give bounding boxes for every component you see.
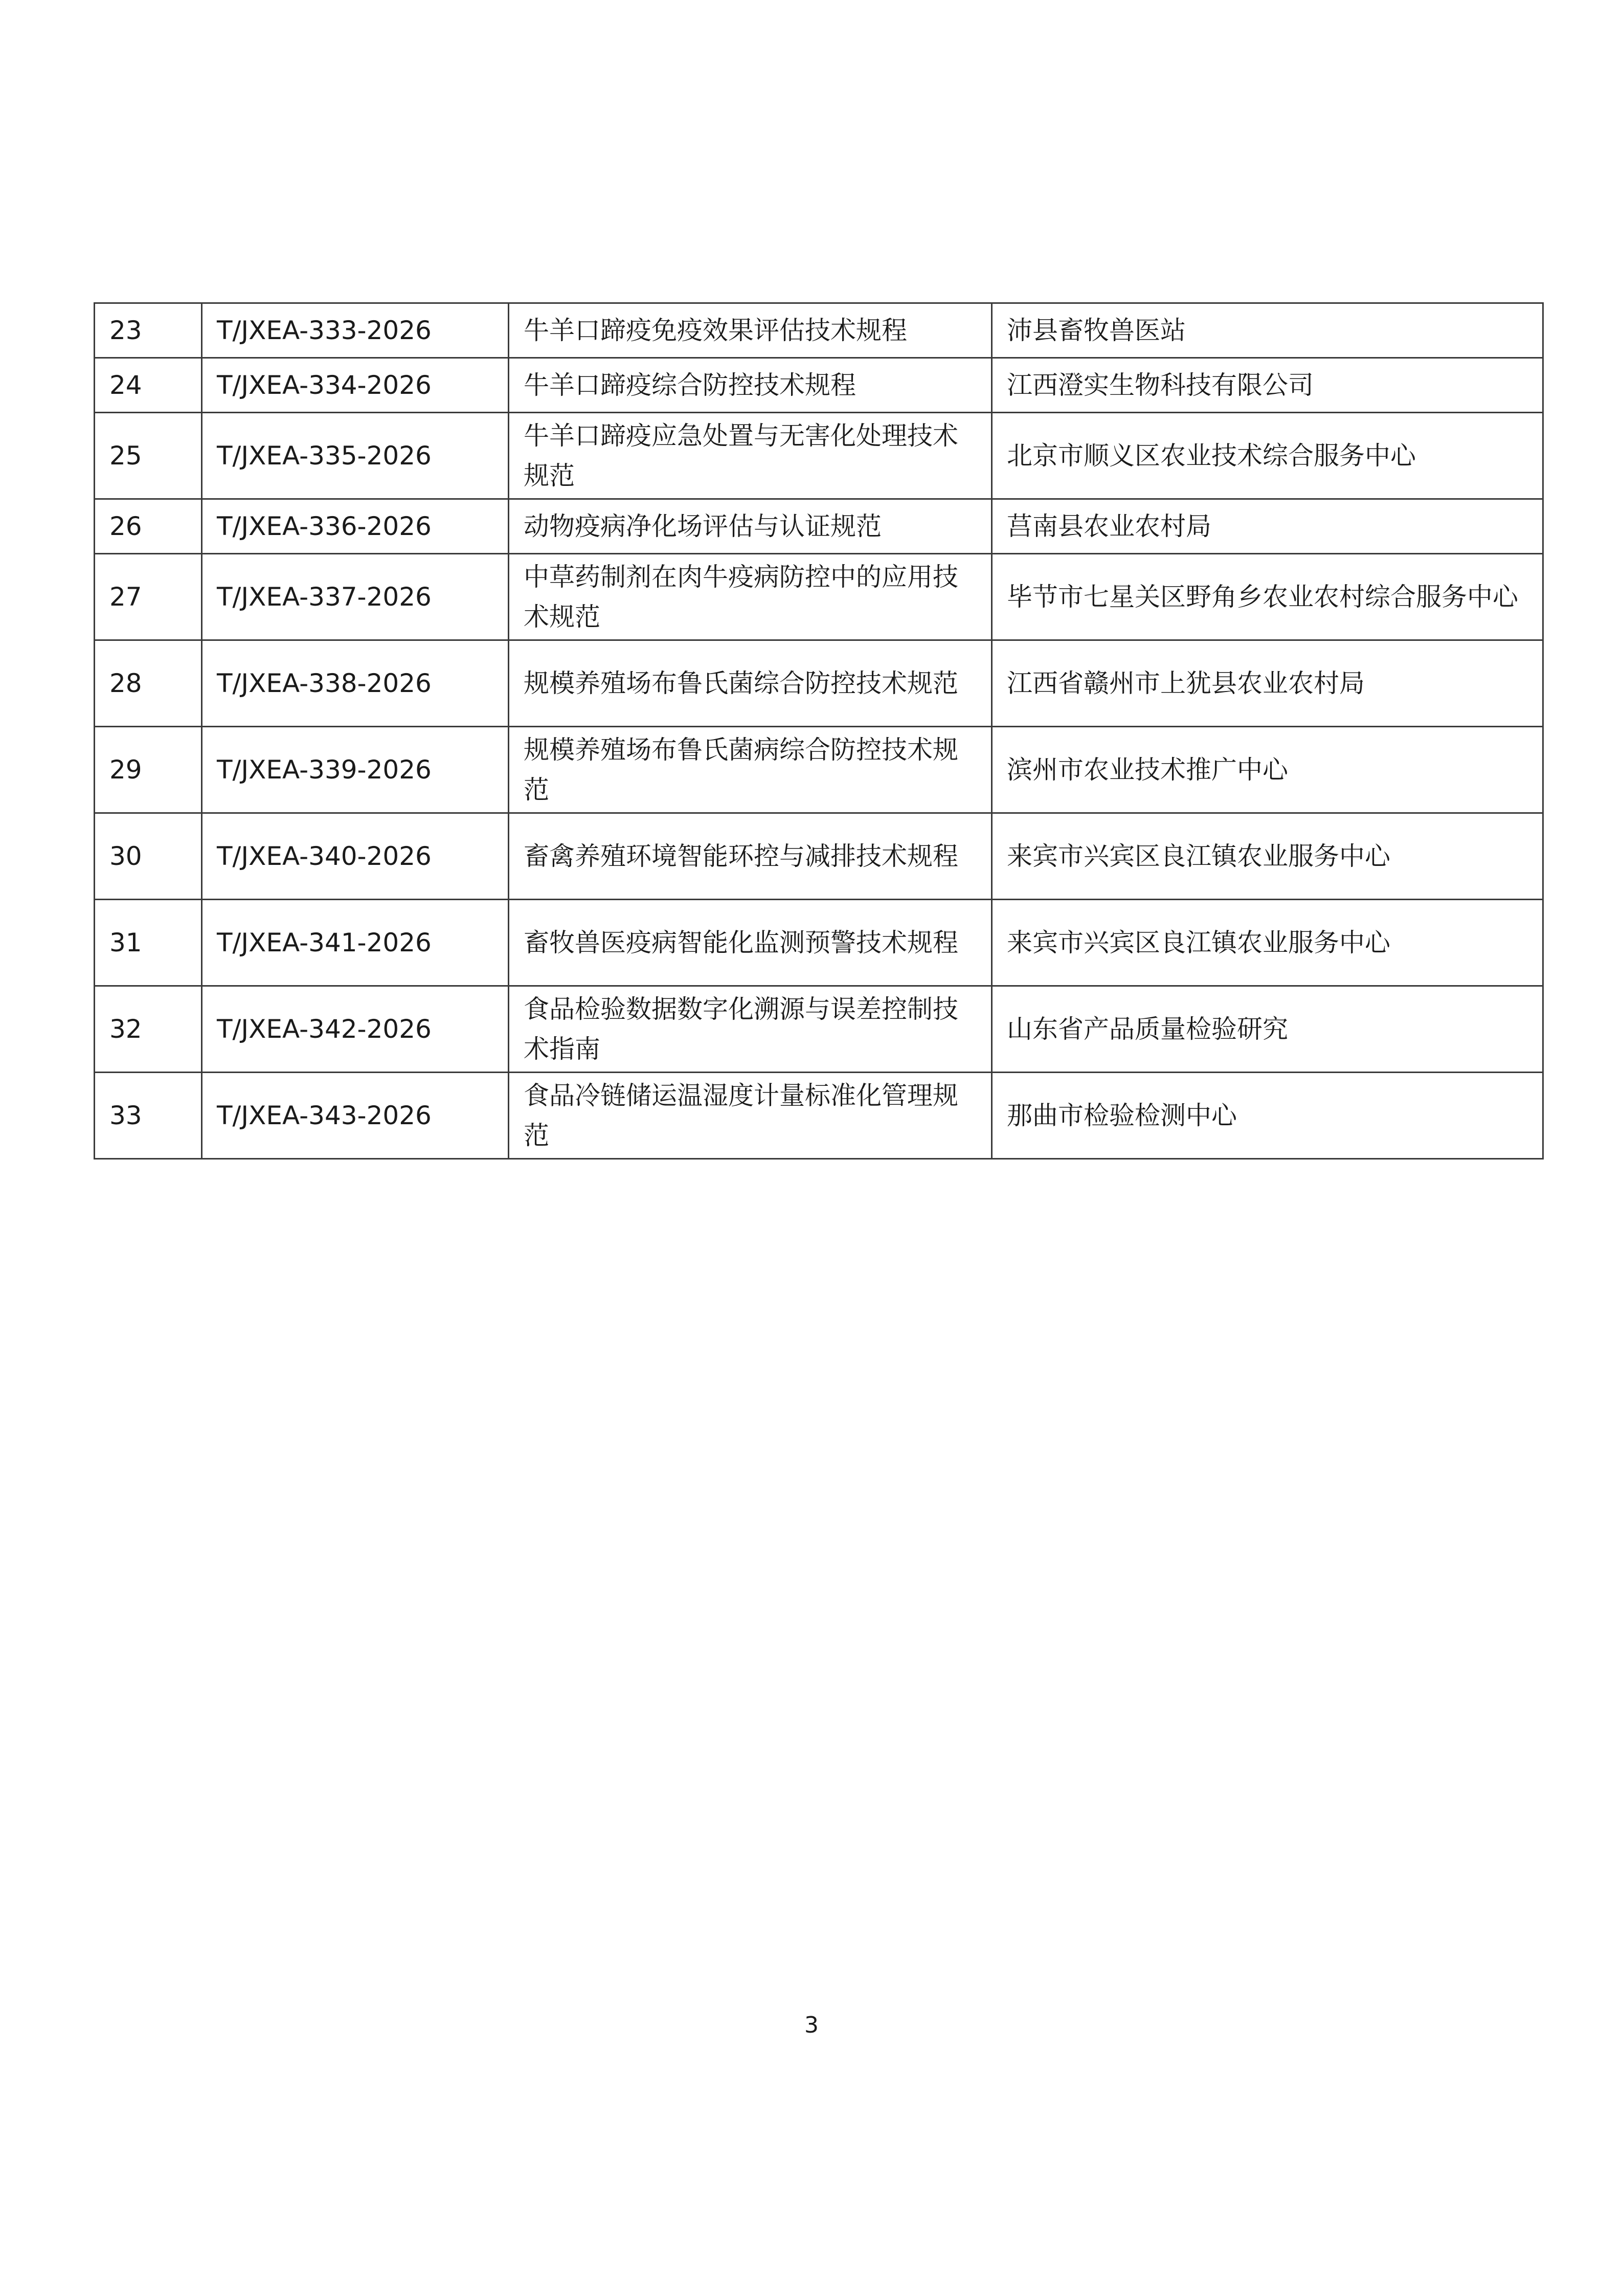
- standard-code: T/JXEA-337-2026: [202, 554, 509, 640]
- table-row: [95, 640, 1543, 727]
- table-row: [95, 900, 1543, 986]
- standard-title: 牛羊口蹄疫免疫效果评估技术规程: [509, 303, 992, 358]
- table-row: [95, 554, 1543, 640]
- standard-title: 畜禽养殖环境智能环控与减排技术规程: [509, 813, 992, 900]
- standard-code: T/JXEA-339-2026: [202, 727, 509, 813]
- standards-table-body: [95, 303, 1543, 1159]
- standard-code: T/JXEA-336-2026: [202, 499, 509, 554]
- table-row: [95, 499, 1543, 554]
- standard-title: 规模养殖场布鲁氏菌综合防控技术规范: [509, 640, 992, 727]
- drafting-unit: 来宾市兴宾区良江镇农业服务中心: [992, 900, 1543, 986]
- row-number: 27: [95, 554, 202, 640]
- drafting-unit: 江西澄实生物科技有限公司: [992, 358, 1543, 413]
- drafting-unit: 沛县畜牧兽医站: [992, 303, 1543, 358]
- table-row: [95, 413, 1543, 499]
- standard-code: T/JXEA-340-2026: [202, 813, 509, 900]
- page-number: 3: [804, 2012, 819, 2038]
- table-row: [95, 1073, 1543, 1159]
- standard-code: T/JXEA-335-2026: [202, 413, 509, 499]
- row-number: 26: [95, 499, 202, 554]
- row-number: 25: [95, 413, 202, 499]
- standard-code: T/JXEA-338-2026: [202, 640, 509, 727]
- standard-title: 食品冷链储运温湿度计量标准化管理规范: [509, 1073, 992, 1159]
- drafting-unit: 江西省赣州市上犹县农业农村局: [992, 640, 1543, 727]
- table-row: [95, 986, 1543, 1073]
- row-number: 24: [95, 358, 202, 413]
- drafting-unit: 山东省产品质量检验研究: [992, 986, 1543, 1073]
- row-number: 23: [95, 303, 202, 358]
- standard-code: T/JXEA-341-2026: [202, 900, 509, 986]
- standard-code: T/JXEA-343-2026: [202, 1073, 509, 1159]
- standard-title: 牛羊口蹄疫应急处置与无害化处理技术规范: [509, 413, 992, 499]
- standard-title: 中草药制剂在肉牛疫病防控中的应用技术规范: [509, 554, 992, 640]
- row-number: 30: [95, 813, 202, 900]
- drafting-unit: 毕节市七星关区野角乡农业农村综合服务中心: [992, 554, 1543, 640]
- row-number: 33: [95, 1073, 202, 1159]
- drafting-unit: 北京市顺义区农业技术综合服务中心: [992, 413, 1543, 499]
- table-row: [95, 727, 1543, 813]
- standard-code: T/JXEA-342-2026: [202, 986, 509, 1073]
- standard-code: T/JXEA-333-2026: [202, 303, 509, 358]
- standard-title: 食品检验数据数字化溯源与误差控制技术指南: [509, 986, 992, 1073]
- drafting-unit: 莒南县农业农村局: [992, 499, 1543, 554]
- standards-table: [94, 302, 1544, 1160]
- row-number: 31: [95, 900, 202, 986]
- standard-code: T/JXEA-334-2026: [202, 358, 509, 413]
- drafting-unit: 那曲市检验检测中心: [992, 1073, 1543, 1159]
- row-number: 32: [95, 986, 202, 1073]
- drafting-unit: 来宾市兴宾区良江镇农业服务中心: [992, 813, 1543, 900]
- drafting-unit: 滨州市农业技术推广中心: [992, 727, 1543, 813]
- standard-title: 规模养殖场布鲁氏菌病综合防控技术规范: [509, 727, 992, 813]
- table-row: [95, 303, 1543, 358]
- standard-title: 牛羊口蹄疫综合防控技术规程: [509, 358, 992, 413]
- row-number: 28: [95, 640, 202, 727]
- standard-title: 畜牧兽医疫病智能化监测预警技术规程: [509, 900, 992, 986]
- table-row: [95, 813, 1543, 900]
- standard-title: 动物疫病净化场评估与认证规范: [509, 499, 992, 554]
- row-number: 29: [95, 727, 202, 813]
- table-row: [95, 358, 1543, 413]
